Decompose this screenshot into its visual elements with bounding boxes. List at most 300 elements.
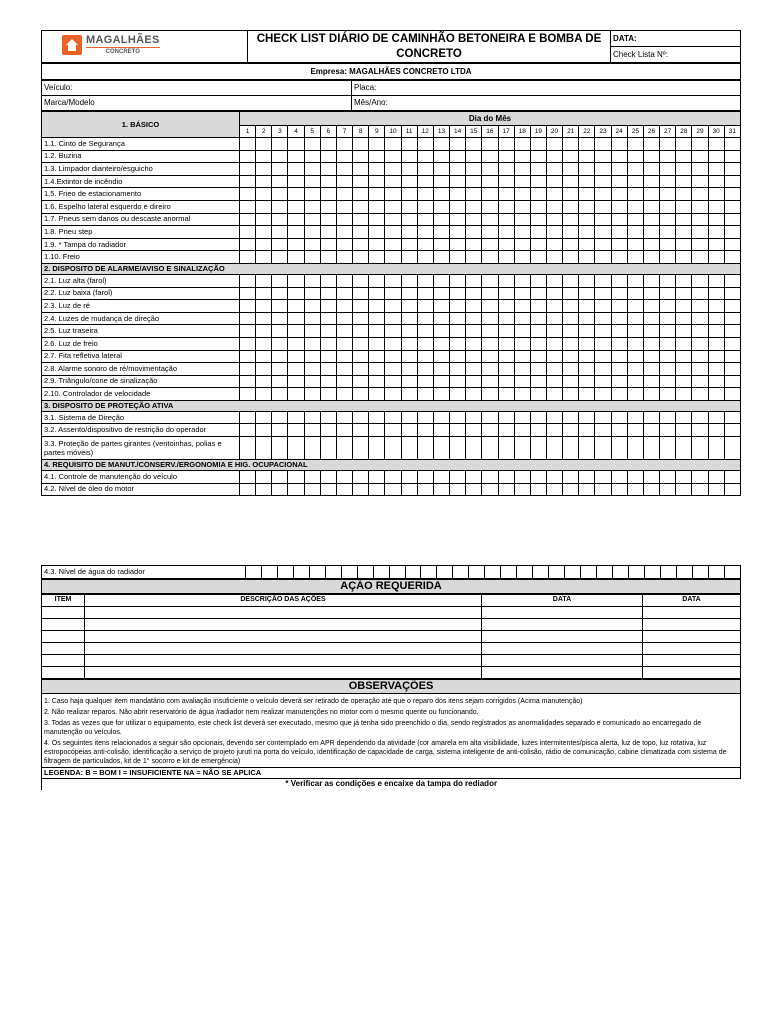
day-check-cell[interactable] [579, 375, 595, 388]
day-check-cell[interactable] [611, 300, 627, 313]
day-check-cell[interactable] [336, 471, 352, 484]
day-check-cell[interactable] [579, 411, 595, 424]
day-check-cell[interactable] [256, 238, 272, 251]
day-check-cell[interactable] [450, 471, 466, 484]
day-check-cell[interactable] [288, 274, 304, 287]
day-check-cell[interactable] [660, 300, 676, 313]
day-check-cell[interactable] [272, 375, 288, 388]
day-check-cell[interactable] [417, 213, 433, 226]
day-check-cell[interactable] [272, 163, 288, 176]
day-check-cell[interactable] [288, 238, 304, 251]
day-check-cell[interactable] [676, 471, 692, 484]
day-check-cell[interactable] [369, 471, 385, 484]
day-check-cell[interactable] [498, 213, 514, 226]
day-check-cell[interactable] [579, 213, 595, 226]
day-check-cell[interactable] [450, 188, 466, 201]
day-check-cell[interactable] [433, 150, 449, 163]
day-check-cell[interactable] [692, 350, 708, 363]
day-check-cell[interactable] [240, 363, 256, 376]
day-check-cell[interactable] [498, 251, 514, 264]
day-check-cell[interactable] [320, 188, 336, 201]
day-check-cell[interactable] [385, 388, 401, 401]
day-check-cell[interactable] [514, 213, 530, 226]
day-check-cell[interactable] [272, 437, 288, 460]
day-check-cell[interactable] [579, 325, 595, 338]
day-check-cell[interactable] [611, 138, 627, 151]
day-check-cell[interactable] [724, 138, 740, 151]
day-check-cell[interactable] [546, 175, 562, 188]
day-check-cell[interactable] [546, 337, 562, 350]
day-check-cell[interactable] [692, 274, 708, 287]
day-check-cell[interactable] [385, 471, 401, 484]
day-check-cell[interactable] [579, 188, 595, 201]
day-check-cell[interactable] [546, 274, 562, 287]
day-check-cell[interactable] [240, 388, 256, 401]
day-check-cell[interactable] [579, 238, 595, 251]
day-check-cell[interactable] [336, 175, 352, 188]
day-check-cell[interactable] [514, 411, 530, 424]
day-check-cell[interactable] [708, 337, 724, 350]
day-check-cell[interactable] [256, 337, 272, 350]
day-check-cell[interactable] [369, 287, 385, 300]
day-check-cell[interactable] [304, 424, 320, 437]
day-check-cell[interactable] [256, 411, 272, 424]
day-check-cell[interactable] [514, 150, 530, 163]
day-check-cell[interactable] [611, 163, 627, 176]
day-check-cell[interactable] [369, 312, 385, 325]
day-check-cell[interactable] [417, 471, 433, 484]
day-check-cell[interactable] [336, 483, 352, 496]
day-check-cell[interactable] [627, 163, 643, 176]
day-check-cell[interactable] [611, 337, 627, 350]
day-check-cell[interactable] [563, 471, 579, 484]
action-date2-cell[interactable] [643, 606, 741, 618]
day-check-cell[interactable] [546, 325, 562, 338]
day-check-cell[interactable] [401, 300, 417, 313]
day-check-cell[interactable] [643, 213, 659, 226]
day-check-cell[interactable] [240, 274, 256, 287]
day-check-cell[interactable] [676, 337, 692, 350]
day-check-cell[interactable] [724, 274, 740, 287]
day-check-cell[interactable] [433, 424, 449, 437]
day-check-cell[interactable] [240, 325, 256, 338]
day-check-cell[interactable] [724, 483, 740, 496]
day-check-cell[interactable] [433, 350, 449, 363]
day-check-cell[interactable] [579, 337, 595, 350]
day-check-cell[interactable] [643, 325, 659, 338]
day-check-cell[interactable] [514, 471, 530, 484]
day-check-cell[interactable] [724, 175, 740, 188]
day-check-cell[interactable] [240, 312, 256, 325]
day-check-cell[interactable] [385, 437, 401, 460]
day-check-cell[interactable] [498, 150, 514, 163]
day-check-cell[interactable] [611, 312, 627, 325]
day-check-cell[interactable] [256, 226, 272, 239]
day-check-cell[interactable] [724, 226, 740, 239]
day-check-cell[interactable] [401, 163, 417, 176]
day-check-cell[interactable] [595, 251, 611, 264]
day-check-cell[interactable] [498, 300, 514, 313]
day-check-cell[interactable] [530, 163, 546, 176]
day-check-cell[interactable] [256, 251, 272, 264]
day-check-cell[interactable] [336, 200, 352, 213]
day-check-cell[interactable] [595, 175, 611, 188]
day-check-cell[interactable] [401, 411, 417, 424]
day-check-cell[interactable] [660, 251, 676, 264]
day-check-cell[interactable] [498, 437, 514, 460]
day-check-cell[interactable] [401, 375, 417, 388]
day-check-cell[interactable] [692, 471, 708, 484]
day-check-cell[interactable] [450, 325, 466, 338]
day-check-cell[interactable] [433, 175, 449, 188]
day-check-cell[interactable] [514, 312, 530, 325]
day-check-cell[interactable] [498, 350, 514, 363]
day-check-cell[interactable] [466, 483, 482, 496]
day-check-cell[interactable] [417, 350, 433, 363]
day-check-cell[interactable] [611, 325, 627, 338]
day-check-cell[interactable] [256, 138, 272, 151]
action-date2-cell[interactable] [643, 630, 741, 642]
plate-field[interactable]: Placa: [352, 81, 741, 96]
day-check-cell[interactable] [660, 287, 676, 300]
action-item-cell[interactable] [42, 630, 85, 642]
day-check-cell[interactable] [240, 424, 256, 437]
day-check-cell[interactable] [676, 566, 692, 579]
day-check-cell[interactable] [708, 300, 724, 313]
day-check-cell[interactable] [676, 200, 692, 213]
day-check-cell[interactable] [417, 325, 433, 338]
day-check-cell[interactable] [514, 175, 530, 188]
day-check-cell[interactable] [240, 300, 256, 313]
day-check-cell[interactable] [433, 251, 449, 264]
day-check-cell[interactable] [417, 150, 433, 163]
day-check-cell[interactable] [660, 483, 676, 496]
day-check-cell[interactable] [676, 375, 692, 388]
day-check-cell[interactable] [353, 274, 369, 287]
day-check-cell[interactable] [498, 363, 514, 376]
day-check-cell[interactable] [643, 483, 659, 496]
day-check-cell[interactable] [563, 138, 579, 151]
day-check-cell[interactable] [433, 483, 449, 496]
day-check-cell[interactable] [450, 200, 466, 213]
day-check-cell[interactable] [401, 213, 417, 226]
day-check-cell[interactable] [530, 350, 546, 363]
day-check-cell[interactable] [401, 471, 417, 484]
day-check-cell[interactable] [288, 150, 304, 163]
day-check-cell[interactable] [320, 226, 336, 239]
day-check-cell[interactable] [724, 213, 740, 226]
day-check-cell[interactable] [660, 337, 676, 350]
day-check-cell[interactable] [498, 238, 514, 251]
day-check-cell[interactable] [336, 188, 352, 201]
day-check-cell[interactable] [530, 483, 546, 496]
day-check-cell[interactable] [643, 350, 659, 363]
day-check-cell[interactable] [676, 363, 692, 376]
day-check-cell[interactable] [353, 312, 369, 325]
day-check-cell[interactable] [595, 350, 611, 363]
day-check-cell[interactable] [369, 188, 385, 201]
day-check-cell[interactable] [563, 213, 579, 226]
day-check-cell[interactable] [660, 350, 676, 363]
day-check-cell[interactable] [692, 251, 708, 264]
day-check-cell[interactable] [256, 274, 272, 287]
day-check-cell[interactable] [353, 363, 369, 376]
day-check-cell[interactable] [240, 437, 256, 460]
day-check-cell[interactable] [546, 238, 562, 251]
day-check-cell[interactable] [272, 287, 288, 300]
day-check-cell[interactable] [466, 300, 482, 313]
day-check-cell[interactable] [660, 325, 676, 338]
day-check-cell[interactable] [627, 251, 643, 264]
day-check-cell[interactable] [304, 300, 320, 313]
day-check-cell[interactable] [401, 388, 417, 401]
day-check-cell[interactable] [433, 200, 449, 213]
day-check-cell[interactable] [546, 226, 562, 239]
day-check-cell[interactable] [498, 188, 514, 201]
day-check-cell[interactable] [579, 251, 595, 264]
day-check-cell[interactable] [580, 566, 596, 579]
day-check-cell[interactable] [336, 163, 352, 176]
day-check-cell[interactable] [530, 471, 546, 484]
day-check-cell[interactable] [724, 363, 740, 376]
day-check-cell[interactable] [724, 350, 740, 363]
day-check-cell[interactable] [692, 483, 708, 496]
day-check-cell[interactable] [692, 200, 708, 213]
day-check-cell[interactable] [482, 375, 498, 388]
day-check-cell[interactable] [256, 175, 272, 188]
day-check-cell[interactable] [546, 312, 562, 325]
day-check-cell[interactable] [563, 388, 579, 401]
day-check-cell[interactable] [595, 337, 611, 350]
day-check-cell[interactable] [660, 274, 676, 287]
day-check-cell[interactable] [514, 424, 530, 437]
day-check-cell[interactable] [369, 483, 385, 496]
day-check-cell[interactable] [288, 138, 304, 151]
day-check-cell[interactable] [385, 251, 401, 264]
day-check-cell[interactable] [660, 388, 676, 401]
action-item-cell[interactable] [42, 642, 85, 654]
day-check-cell[interactable] [660, 226, 676, 239]
day-check-cell[interactable] [256, 388, 272, 401]
day-check-cell[interactable] [369, 350, 385, 363]
day-check-cell[interactable] [595, 363, 611, 376]
day-check-cell[interactable] [450, 375, 466, 388]
day-check-cell[interactable] [708, 388, 724, 401]
day-check-cell[interactable] [369, 388, 385, 401]
day-check-cell[interactable] [417, 424, 433, 437]
day-check-cell[interactable] [256, 163, 272, 176]
day-check-cell[interactable] [385, 325, 401, 338]
day-check-cell[interactable] [336, 238, 352, 251]
day-check-cell[interactable] [385, 350, 401, 363]
day-check-cell[interactable] [433, 300, 449, 313]
day-check-cell[interactable] [433, 471, 449, 484]
day-check-cell[interactable] [401, 350, 417, 363]
day-check-cell[interactable] [708, 312, 724, 325]
day-check-cell[interactable] [595, 437, 611, 460]
day-check-cell[interactable] [369, 300, 385, 313]
day-check-cell[interactable] [563, 411, 579, 424]
day-check-cell[interactable] [724, 325, 740, 338]
day-check-cell[interactable] [563, 150, 579, 163]
day-check-cell[interactable] [320, 312, 336, 325]
day-check-cell[interactable] [320, 483, 336, 496]
day-check-cell[interactable] [466, 375, 482, 388]
day-check-cell[interactable] [482, 325, 498, 338]
day-check-cell[interactable] [482, 287, 498, 300]
day-check-cell[interactable] [563, 337, 579, 350]
day-check-cell[interactable] [353, 388, 369, 401]
day-check-cell[interactable] [466, 471, 482, 484]
day-check-cell[interactable] [692, 375, 708, 388]
day-check-cell[interactable] [498, 483, 514, 496]
day-check-cell[interactable] [450, 411, 466, 424]
day-check-cell[interactable] [353, 300, 369, 313]
day-check-cell[interactable] [643, 388, 659, 401]
day-check-cell[interactable] [579, 388, 595, 401]
day-check-cell[interactable] [240, 163, 256, 176]
day-check-cell[interactable] [530, 287, 546, 300]
day-check-cell[interactable] [530, 200, 546, 213]
day-check-cell[interactable] [692, 150, 708, 163]
day-check-cell[interactable] [579, 163, 595, 176]
day-check-cell[interactable] [256, 325, 272, 338]
day-check-cell[interactable] [466, 226, 482, 239]
day-check-cell[interactable] [514, 483, 530, 496]
day-check-cell[interactable] [676, 175, 692, 188]
day-check-cell[interactable] [595, 424, 611, 437]
action-item-cell[interactable] [42, 606, 85, 618]
day-check-cell[interactable] [466, 411, 482, 424]
day-check-cell[interactable] [627, 188, 643, 201]
day-check-cell[interactable] [627, 238, 643, 251]
day-check-cell[interactable] [660, 437, 676, 460]
day-check-cell[interactable] [643, 424, 659, 437]
day-check-cell[interactable] [627, 325, 643, 338]
day-check-cell[interactable] [692, 287, 708, 300]
day-check-cell[interactable] [627, 138, 643, 151]
day-check-cell[interactable] [417, 188, 433, 201]
day-check-cell[interactable] [533, 566, 549, 579]
day-check-cell[interactable] [546, 138, 562, 151]
day-check-cell[interactable] [611, 200, 627, 213]
day-check-cell[interactable] [320, 424, 336, 437]
day-check-cell[interactable] [320, 238, 336, 251]
day-check-cell[interactable] [482, 251, 498, 264]
day-check-cell[interactable] [288, 350, 304, 363]
day-check-cell[interactable] [660, 175, 676, 188]
day-check-cell[interactable] [595, 388, 611, 401]
day-check-cell[interactable] [401, 200, 417, 213]
day-check-cell[interactable] [256, 437, 272, 460]
day-check-cell[interactable] [514, 350, 530, 363]
day-check-cell[interactable] [401, 150, 417, 163]
day-check-cell[interactable] [385, 424, 401, 437]
day-check-cell[interactable] [628, 566, 644, 579]
day-check-cell[interactable] [320, 213, 336, 226]
day-check-cell[interactable] [401, 312, 417, 325]
action-item-cell[interactable] [42, 618, 85, 630]
day-check-cell[interactable] [708, 175, 724, 188]
day-check-cell[interactable] [433, 411, 449, 424]
day-check-cell[interactable] [708, 325, 724, 338]
day-check-cell[interactable] [309, 566, 325, 579]
day-check-cell[interactable] [482, 138, 498, 151]
day-check-cell[interactable] [627, 483, 643, 496]
day-check-cell[interactable] [517, 566, 533, 579]
day-check-cell[interactable] [611, 424, 627, 437]
day-check-cell[interactable] [708, 483, 724, 496]
day-check-cell[interactable] [530, 424, 546, 437]
day-check-cell[interactable] [353, 150, 369, 163]
day-check-cell[interactable] [498, 287, 514, 300]
day-check-cell[interactable] [595, 483, 611, 496]
day-check-cell[interactable] [466, 274, 482, 287]
day-check-cell[interactable] [369, 238, 385, 251]
day-check-cell[interactable] [627, 350, 643, 363]
day-check-cell[interactable] [272, 312, 288, 325]
day-check-cell[interactable] [353, 188, 369, 201]
day-check-cell[interactable] [353, 337, 369, 350]
day-check-cell[interactable] [466, 388, 482, 401]
day-check-cell[interactable] [385, 287, 401, 300]
day-check-cell[interactable] [643, 312, 659, 325]
day-check-cell[interactable] [320, 325, 336, 338]
day-check-cell[interactable] [272, 138, 288, 151]
day-check-cell[interactable] [530, 437, 546, 460]
day-check-cell[interactable] [498, 411, 514, 424]
day-check-cell[interactable] [466, 150, 482, 163]
day-check-cell[interactable] [256, 213, 272, 226]
day-check-cell[interactable] [433, 226, 449, 239]
day-check-cell[interactable] [660, 138, 676, 151]
day-check-cell[interactable] [498, 375, 514, 388]
day-check-cell[interactable] [708, 471, 724, 484]
day-check-cell[interactable] [514, 388, 530, 401]
day-check-cell[interactable] [245, 566, 261, 579]
day-check-cell[interactable] [353, 138, 369, 151]
action-date2-cell[interactable] [643, 642, 741, 654]
day-check-cell[interactable] [692, 238, 708, 251]
day-check-cell[interactable] [627, 274, 643, 287]
day-check-cell[interactable] [595, 287, 611, 300]
day-check-cell[interactable] [485, 566, 501, 579]
day-check-cell[interactable] [401, 337, 417, 350]
day-check-cell[interactable] [325, 566, 341, 579]
day-check-cell[interactable] [708, 213, 724, 226]
day-check-cell[interactable] [466, 337, 482, 350]
day-check-cell[interactable] [579, 471, 595, 484]
day-check-cell[interactable] [676, 238, 692, 251]
day-check-cell[interactable] [369, 213, 385, 226]
day-check-cell[interactable] [546, 375, 562, 388]
day-check-cell[interactable] [546, 471, 562, 484]
day-check-cell[interactable] [304, 175, 320, 188]
day-check-cell[interactable] [692, 411, 708, 424]
day-check-cell[interactable] [417, 312, 433, 325]
day-check-cell[interactable] [565, 566, 581, 579]
day-check-cell[interactable] [421, 566, 437, 579]
day-check-cell[interactable] [595, 226, 611, 239]
day-check-cell[interactable] [272, 300, 288, 313]
day-check-cell[interactable] [530, 274, 546, 287]
day-check-cell[interactable] [466, 138, 482, 151]
day-check-cell[interactable] [708, 238, 724, 251]
day-check-cell[interactable] [369, 411, 385, 424]
day-check-cell[interactable] [450, 300, 466, 313]
day-check-cell[interactable] [530, 213, 546, 226]
day-check-cell[interactable] [595, 471, 611, 484]
